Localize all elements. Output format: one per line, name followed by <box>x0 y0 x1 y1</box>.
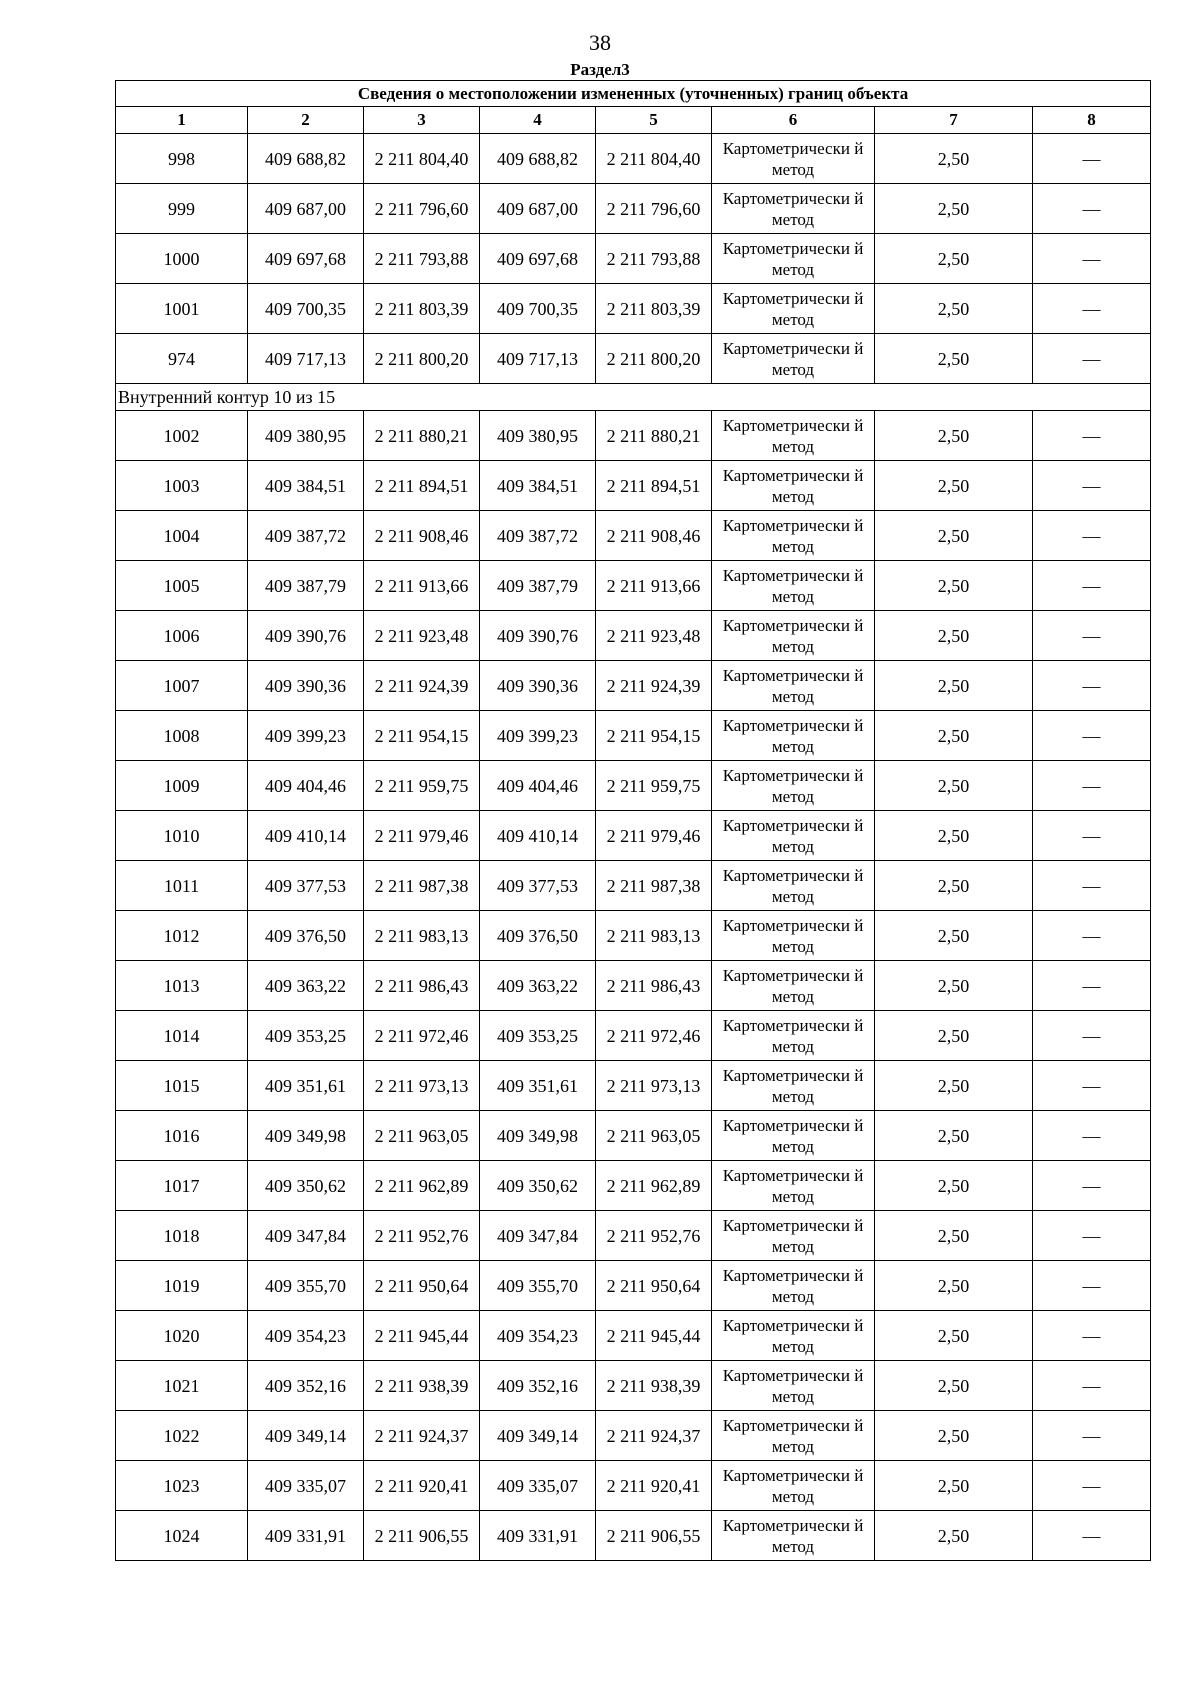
x-existing-cell: 409 331,91 <box>248 1511 364 1561</box>
point-number-cell: 1015 <box>116 1061 248 1111</box>
point-number-cell: 1018 <box>116 1211 248 1261</box>
y-refined-cell: 2 211 950,64 <box>596 1261 712 1311</box>
y-refined-cell: 2 211 959,75 <box>596 761 712 811</box>
y-refined-cell: 2 211 962,89 <box>596 1161 712 1211</box>
description-cell: — <box>1033 811 1151 861</box>
y-existing-cell: 2 211 972,46 <box>364 1011 480 1061</box>
method-cell: Картометрически й метод <box>712 661 875 711</box>
y-refined-cell: 2 211 803,39 <box>596 284 712 334</box>
method-cell: Картометрически й метод <box>712 611 875 661</box>
point-number-cell: 1011 <box>116 861 248 911</box>
description-cell: — <box>1033 661 1151 711</box>
x-existing-cell: 409 410,14 <box>248 811 364 861</box>
method-cell: Картометрически й метод <box>712 284 875 334</box>
x-refined-cell: 409 347,84 <box>480 1211 596 1261</box>
x-existing-cell: 409 387,79 <box>248 561 364 611</box>
x-existing-cell: 409 335,07 <box>248 1461 364 1511</box>
y-existing-cell: 2 211 923,48 <box>364 611 480 661</box>
table-row <box>116 334 1151 384</box>
point-number-cell: 1008 <box>116 711 248 761</box>
x-existing-cell: 409 387,72 <box>248 511 364 561</box>
point-number-cell: 1021 <box>116 1361 248 1411</box>
point-number-cell: 1014 <box>116 1011 248 1061</box>
y-refined-cell: 2 211 880,21 <box>596 411 712 461</box>
description-cell: — <box>1033 511 1151 561</box>
y-existing-cell: 2 211 950,64 <box>364 1261 480 1311</box>
x-refined-cell: 409 351,61 <box>480 1061 596 1111</box>
y-existing-cell: 2 211 908,46 <box>364 511 480 561</box>
y-existing-cell: 2 211 979,46 <box>364 811 480 861</box>
column-number-row <box>116 107 1151 134</box>
point-number-cell: 1002 <box>116 411 248 461</box>
y-refined-cell: 2 211 954,15 <box>596 711 712 761</box>
description-cell: — <box>1033 184 1151 234</box>
x-refined-cell: 409 404,46 <box>480 761 596 811</box>
y-refined-cell: 2 211 796,60 <box>596 184 712 234</box>
point-number-cell: 1022 <box>116 1411 248 1461</box>
table-row <box>116 561 1151 611</box>
y-refined-cell: 2 211 983,13 <box>596 911 712 961</box>
x-refined-cell: 409 387,72 <box>480 511 596 561</box>
description-cell: — <box>1033 1311 1151 1361</box>
method-cell: Картометрически й метод <box>712 134 875 184</box>
x-existing-cell: 409 349,98 <box>248 1111 364 1161</box>
contour-label: Внутренний контур 10 из 15 <box>116 384 1151 411</box>
point-number-cell: 1005 <box>116 561 248 611</box>
table-row <box>116 861 1151 911</box>
description-cell: — <box>1033 1411 1151 1461</box>
x-existing-cell: 409 688,82 <box>248 134 364 184</box>
description-cell: — <box>1033 611 1151 661</box>
x-refined-cell: 409 687,00 <box>480 184 596 234</box>
point-number-cell: 1003 <box>116 461 248 511</box>
table-row <box>116 134 1151 184</box>
accuracy-cell: 2,50 <box>875 961 1033 1011</box>
table-row <box>116 1061 1151 1111</box>
point-number-cell: 1013 <box>116 961 248 1011</box>
method-cell: Картометрически й метод <box>712 334 875 384</box>
y-existing-cell: 2 211 793,88 <box>364 234 480 284</box>
y-refined-cell: 2 211 894,51 <box>596 461 712 511</box>
table-row <box>116 234 1151 284</box>
description-cell: — <box>1033 1061 1151 1111</box>
y-existing-cell: 2 211 906,55 <box>364 1511 480 1561</box>
accuracy-cell: 2,50 <box>875 1361 1033 1411</box>
table-row <box>116 184 1151 234</box>
y-refined-cell: 2 211 924,39 <box>596 661 712 711</box>
column-number: 1 <box>116 107 248 134</box>
y-existing-cell: 2 211 954,15 <box>364 711 480 761</box>
x-refined-cell: 409 390,76 <box>480 611 596 661</box>
accuracy-cell: 2,50 <box>875 1311 1033 1361</box>
y-existing-cell: 2 211 803,39 <box>364 284 480 334</box>
point-number-cell: 1001 <box>116 284 248 334</box>
accuracy-cell: 2,50 <box>875 1261 1033 1311</box>
table-row <box>116 1461 1151 1511</box>
x-existing-cell: 409 354,23 <box>248 1311 364 1361</box>
method-cell: Картометрически й метод <box>712 811 875 861</box>
x-existing-cell: 409 351,61 <box>248 1061 364 1111</box>
y-refined-cell: 2 211 908,46 <box>596 511 712 561</box>
y-existing-cell: 2 211 963,05 <box>364 1111 480 1161</box>
table-row <box>116 761 1151 811</box>
table-row <box>116 284 1151 334</box>
x-existing-cell: 409 717,13 <box>248 334 364 384</box>
x-refined-cell: 409 355,70 <box>480 1261 596 1311</box>
accuracy-cell: 2,50 <box>875 461 1033 511</box>
table-row <box>116 1011 1151 1061</box>
description-cell: — <box>1033 134 1151 184</box>
table-row <box>116 611 1151 661</box>
accuracy-cell: 2,50 <box>875 184 1033 234</box>
method-cell: Картометрически й метод <box>712 1061 875 1111</box>
accuracy-cell: 2,50 <box>875 1011 1033 1061</box>
description-cell: — <box>1033 761 1151 811</box>
coordinates-table <box>115 80 1151 1561</box>
x-existing-cell: 409 377,53 <box>248 861 364 911</box>
x-refined-cell: 409 354,23 <box>480 1311 596 1361</box>
point-number-cell: 1006 <box>116 611 248 661</box>
point-number-cell: 998 <box>116 134 248 184</box>
x-existing-cell: 409 399,23 <box>248 711 364 761</box>
description-cell: — <box>1033 1461 1151 1511</box>
x-refined-cell: 409 384,51 <box>480 461 596 511</box>
x-refined-cell: 409 717,13 <box>480 334 596 384</box>
y-refined-cell: 2 211 973,13 <box>596 1061 712 1111</box>
point-number-cell: 1019 <box>116 1261 248 1311</box>
description-cell: — <box>1033 861 1151 911</box>
x-refined-cell: 409 380,95 <box>480 411 596 461</box>
y-existing-cell: 2 211 920,41 <box>364 1461 480 1511</box>
description-cell: — <box>1033 911 1151 961</box>
table-row <box>116 711 1151 761</box>
x-existing-cell: 409 390,76 <box>248 611 364 661</box>
x-existing-cell: 409 355,70 <box>248 1261 364 1311</box>
accuracy-cell: 2,50 <box>875 284 1033 334</box>
accuracy-cell: 2,50 <box>875 611 1033 661</box>
section-title: Раздел3 <box>570 60 630 79</box>
contour-label-row <box>116 384 1151 411</box>
method-cell: Картометрически й метод <box>712 911 875 961</box>
description-cell: — <box>1033 1361 1151 1411</box>
y-existing-cell: 2 211 924,37 <box>364 1411 480 1461</box>
point-number-cell: 1023 <box>116 1461 248 1511</box>
method-cell: Картометрически й метод <box>712 1361 875 1411</box>
y-existing-cell: 2 211 962,89 <box>364 1161 480 1211</box>
table-row <box>116 961 1151 1011</box>
table-row <box>116 461 1151 511</box>
y-existing-cell: 2 211 945,44 <box>364 1311 480 1361</box>
table-row <box>116 1311 1151 1361</box>
method-cell: Картометрически й метод <box>712 1011 875 1061</box>
method-cell: Картометрически й метод <box>712 1161 875 1211</box>
page-number: 38 <box>589 30 611 55</box>
column-number: 4 <box>480 107 596 134</box>
method-cell: Картометрически й метод <box>712 234 875 284</box>
x-refined-cell: 409 399,23 <box>480 711 596 761</box>
column-number: 5 <box>596 107 712 134</box>
y-existing-cell: 2 211 796,60 <box>364 184 480 234</box>
column-number: 2 <box>248 107 364 134</box>
accuracy-cell: 2,50 <box>875 1411 1033 1461</box>
x-existing-cell: 409 352,16 <box>248 1361 364 1411</box>
y-refined-cell: 2 211 952,76 <box>596 1211 712 1261</box>
description-cell: — <box>1033 334 1151 384</box>
point-number-cell: 1017 <box>116 1161 248 1211</box>
y-refined-cell: 2 211 986,43 <box>596 961 712 1011</box>
accuracy-cell: 2,50 <box>875 411 1033 461</box>
x-refined-cell: 409 410,14 <box>480 811 596 861</box>
y-refined-cell: 2 211 972,46 <box>596 1011 712 1061</box>
y-existing-cell: 2 211 913,66 <box>364 561 480 611</box>
y-existing-cell: 2 211 983,13 <box>364 911 480 961</box>
description-cell: — <box>1033 1011 1151 1061</box>
method-cell: Картометрически й метод <box>712 511 875 561</box>
description-cell: — <box>1033 1211 1151 1261</box>
x-existing-cell: 409 376,50 <box>248 911 364 961</box>
y-refined-cell: 2 211 793,88 <box>596 234 712 284</box>
y-existing-cell: 2 211 952,76 <box>364 1211 480 1261</box>
table-row <box>116 1361 1151 1411</box>
x-refined-cell: 409 349,98 <box>480 1111 596 1161</box>
x-refined-cell: 409 387,79 <box>480 561 596 611</box>
column-number: 6 <box>712 107 875 134</box>
table-row <box>116 1261 1151 1311</box>
method-cell: Картометрически й метод <box>712 461 875 511</box>
point-number-cell: 1007 <box>116 661 248 711</box>
method-cell: Картометрически й метод <box>712 1211 875 1261</box>
table-row <box>116 661 1151 711</box>
x-refined-cell: 409 353,25 <box>480 1011 596 1061</box>
x-refined-cell: 409 331,91 <box>480 1511 596 1561</box>
table-row <box>116 911 1151 961</box>
method-cell: Картометрически й метод <box>712 1411 875 1461</box>
point-number-cell: 999 <box>116 184 248 234</box>
x-refined-cell: 409 376,50 <box>480 911 596 961</box>
point-number-cell: 1004 <box>116 511 248 561</box>
x-existing-cell: 409 349,14 <box>248 1411 364 1461</box>
column-number: 8 <box>1033 107 1151 134</box>
y-refined-cell: 2 211 924,37 <box>596 1411 712 1461</box>
table-row <box>116 511 1151 561</box>
table-row <box>116 1511 1151 1561</box>
y-refined-cell: 2 211 963,05 <box>596 1111 712 1161</box>
point-number-cell: 1000 <box>116 234 248 284</box>
method-cell: Картометрически й метод <box>712 1461 875 1511</box>
accuracy-cell: 2,50 <box>875 711 1033 761</box>
description-cell: — <box>1033 1261 1151 1311</box>
x-existing-cell: 409 350,62 <box>248 1161 364 1211</box>
method-cell: Картометрически й метод <box>712 411 875 461</box>
method-cell: Картометрически й метод <box>712 561 875 611</box>
y-existing-cell: 2 211 973,13 <box>364 1061 480 1111</box>
x-existing-cell: 409 697,68 <box>248 234 364 284</box>
description-cell: — <box>1033 461 1151 511</box>
point-number-cell: 1010 <box>116 811 248 861</box>
method-cell: Картометрически й метод <box>712 1261 875 1311</box>
x-refined-cell: 409 697,68 <box>480 234 596 284</box>
description-cell: — <box>1033 1511 1151 1561</box>
y-refined-cell: 2 211 979,46 <box>596 811 712 861</box>
y-existing-cell: 2 211 924,39 <box>364 661 480 711</box>
accuracy-cell: 2,50 <box>875 134 1033 184</box>
table-title: Сведения о местоположении измененных (уточненных) границ объекта <box>116 81 1151 107</box>
column-number: 7 <box>875 107 1033 134</box>
y-existing-cell: 2 211 987,38 <box>364 861 480 911</box>
table-row <box>116 1211 1151 1261</box>
accuracy-cell: 2,50 <box>875 1211 1033 1261</box>
x-refined-cell: 409 335,07 <box>480 1461 596 1511</box>
method-cell: Картометрически й метод <box>712 1311 875 1361</box>
x-refined-cell: 409 349,14 <box>480 1411 596 1461</box>
x-existing-cell: 409 353,25 <box>248 1011 364 1061</box>
x-refined-cell: 409 390,36 <box>480 661 596 711</box>
description-cell: — <box>1033 284 1151 334</box>
table-row <box>116 1411 1151 1461</box>
y-refined-cell: 2 211 920,41 <box>596 1461 712 1511</box>
method-cell: Картометрически й метод <box>712 1111 875 1161</box>
method-cell: Картометрически й метод <box>712 184 875 234</box>
description-cell: — <box>1033 1161 1151 1211</box>
y-existing-cell: 2 211 894,51 <box>364 461 480 511</box>
x-refined-cell: 409 688,82 <box>480 134 596 184</box>
point-number-cell: 1009 <box>116 761 248 811</box>
x-existing-cell: 409 404,46 <box>248 761 364 811</box>
point-number-cell: 1020 <box>116 1311 248 1361</box>
y-existing-cell: 2 211 880,21 <box>364 411 480 461</box>
x-existing-cell: 409 700,35 <box>248 284 364 334</box>
description-cell: — <box>1033 561 1151 611</box>
x-existing-cell: 409 380,95 <box>248 411 364 461</box>
y-existing-cell: 2 211 959,75 <box>364 761 480 811</box>
method-cell: Картометрически й метод <box>712 711 875 761</box>
description-cell: — <box>1033 711 1151 761</box>
y-refined-cell: 2 211 800,20 <box>596 334 712 384</box>
x-refined-cell: 409 352,16 <box>480 1361 596 1411</box>
accuracy-cell: 2,50 <box>875 561 1033 611</box>
y-refined-cell: 2 211 938,39 <box>596 1361 712 1411</box>
x-existing-cell: 409 384,51 <box>248 461 364 511</box>
method-cell: Картометрически й метод <box>712 861 875 911</box>
table-row <box>116 1111 1151 1161</box>
accuracy-cell: 2,50 <box>875 334 1033 384</box>
x-existing-cell: 409 687,00 <box>248 184 364 234</box>
accuracy-cell: 2,50 <box>875 1061 1033 1111</box>
accuracy-cell: 2,50 <box>875 661 1033 711</box>
accuracy-cell: 2,50 <box>875 1161 1033 1211</box>
point-number-cell: 1024 <box>116 1511 248 1561</box>
x-refined-cell: 409 700,35 <box>480 284 596 334</box>
method-cell: Картометрически й метод <box>712 961 875 1011</box>
y-refined-cell: 2 211 913,66 <box>596 561 712 611</box>
y-existing-cell: 2 211 804,40 <box>364 134 480 184</box>
accuracy-cell: 2,50 <box>875 234 1033 284</box>
accuracy-cell: 2,50 <box>875 811 1033 861</box>
table-row <box>116 411 1151 461</box>
point-number-cell: 1016 <box>116 1111 248 1161</box>
accuracy-cell: 2,50 <box>875 1511 1033 1561</box>
description-cell: — <box>1033 234 1151 284</box>
table-title-row <box>116 81 1151 107</box>
table-row <box>116 1161 1151 1211</box>
description-cell: — <box>1033 1111 1151 1161</box>
x-refined-cell: 409 377,53 <box>480 861 596 911</box>
description-cell: — <box>1033 411 1151 461</box>
y-existing-cell: 2 211 938,39 <box>364 1361 480 1411</box>
point-number-cell: 974 <box>116 334 248 384</box>
accuracy-cell: 2,50 <box>875 511 1033 561</box>
x-existing-cell: 409 390,36 <box>248 661 364 711</box>
x-existing-cell: 409 363,22 <box>248 961 364 1011</box>
y-existing-cell: 2 211 800,20 <box>364 334 480 384</box>
x-refined-cell: 409 350,62 <box>480 1161 596 1211</box>
x-refined-cell: 409 363,22 <box>480 961 596 1011</box>
method-cell: Картометрически й метод <box>712 1511 875 1561</box>
y-existing-cell: 2 211 986,43 <box>364 961 480 1011</box>
method-cell: Картометрически й метод <box>712 761 875 811</box>
y-refined-cell: 2 211 804,40 <box>596 134 712 184</box>
accuracy-cell: 2,50 <box>875 1111 1033 1161</box>
accuracy-cell: 2,50 <box>875 761 1033 811</box>
y-refined-cell: 2 211 987,38 <box>596 861 712 911</box>
y-refined-cell: 2 211 945,44 <box>596 1311 712 1361</box>
y-refined-cell: 2 211 906,55 <box>596 1511 712 1561</box>
table-row <box>116 811 1151 861</box>
column-number: 3 <box>364 107 480 134</box>
y-refined-cell: 2 211 923,48 <box>596 611 712 661</box>
description-cell: — <box>1033 961 1151 1011</box>
point-number-cell: 1012 <box>116 911 248 961</box>
accuracy-cell: 2,50 <box>875 911 1033 961</box>
accuracy-cell: 2,50 <box>875 861 1033 911</box>
x-existing-cell: 409 347,84 <box>248 1211 364 1261</box>
accuracy-cell: 2,50 <box>875 1461 1033 1511</box>
